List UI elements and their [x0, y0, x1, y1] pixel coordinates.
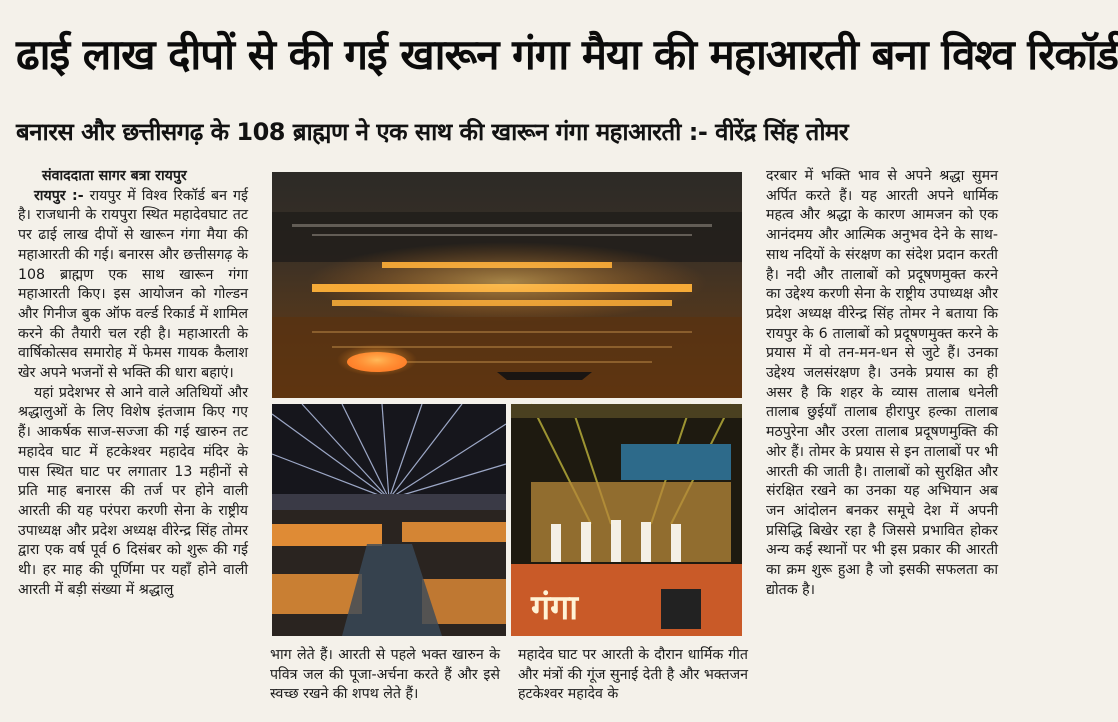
paragraph-2: यहां प्रदेशभर से आने वाले अतिथियों और श्रद्धालुओं के लिए विशेष इंतजाम किए गए हैं। आकर्षक साज-सज्जा की गई खारुन तट महादेव घाट में हटकेश्वर महादेव मंदिर के पास स्थित घाट पर लगातार 13 महीनों से प्रति माह बनारस की तर्ज पर होने वाली आरती की यह परंपरा करणी सेना के राष्ट्रीय उपाध्यक्ष और प्रदेश अध्यक्ष वीरेन्द्र सिंह तोमर द्वारा एक वर्ष पूर्व 6 दिसंबर को शुरू की गई थी। हर माह की पूर्णिमा पर यहाँ होने वाली आरती में बड़ी संख्या में श्रद्धालु — [18, 384, 248, 598]
right-column — [766, 167, 998, 600]
photo-stage-performance — [511, 404, 742, 636]
mid-column-2-text: महादेव घाट पर आरती के दौरान धार्मिक गीत और मंत्रों की गूंज सुनाई देती है और भक्तजन हटकेश्वर महादेव के — [518, 647, 748, 703]
mid-column-1-text: भाग लेते हैं। आरती से पहले भक्त खारुन के पवित्र जल की पूजा-अर्चना करते हैं और इसे स्वच्छ रखने की शपथ लेते हैं। — [270, 647, 500, 703]
mid-column-2 — [518, 646, 748, 705]
subheadline: बनारस और छत्तीसगढ़ के 108 ब्राह्मण ने एक साथ की खारून गंगा महाआरती :- वीरेंद्र सिंह तोमर — [16, 118, 849, 146]
left-column — [18, 167, 248, 600]
photo-diya-lake — [272, 172, 742, 398]
stage-banner-text: गंगा — [531, 588, 579, 628]
byline: संवाददाता सागर बत्रा रायपुर — [42, 168, 187, 184]
paragraph-1 — [18, 187, 248, 384]
dateline: रायपुर :- — [34, 187, 84, 204]
headline: ढाई लाख दीपों से की गई खारून गंगा मैया की महाआरती बना विश्व रिकॉर्ड — [16, 30, 1118, 79]
mid-column-1 — [270, 646, 500, 705]
right-column-text: दरबार में भक्ति भाव से अपने श्रद्धा सुमन अर्पित करते हैं। यह आरती अपने धार्मिक महत्व और श्रद्धा के कारण आमजन को एक आनंदमय और आत्मिक अनुभव देने के साथ-साथ नदियों के संरक्षण का संदेश प्रदान करती है। नदी और तालाबों को प्रदूषणमुक्त करने का उद्देश्य करणी सेना के राष्ट्रीय उपाध्यक्ष और प्रदेश अध्यक्ष वीरेन्द्र सिंह तोमर ने बताया कि रायपुर के 6 तालाबों को प्रदूषणमुक्त करने के प्रयास में वो तन-मन-धन से जुटे हैं। उनका उद्देश्य जलसंरक्षण है। उनके प्रयास का ही असर है कि शहर के व्यास तालाब धनेली तालाब छुईयाँ तालाब हीरापुर हल्का तालाब मठपुरेना और उरला तालाब प्रदूषणमुक्ति की ओर हैं। तोमर के प्रयास से इन तालाबों पर भी आरती की जाती है। तालाबों को सुरक्षित और संरक्षित रखने का उनका यह अभियान अब जन आंदोलन बनकर समूचे देश में अपनी प्रसिद्धि बिखेर रहा है जिससे प्रभावित होकर अन्य कई स्थानों पर भी इस प्रकार की आरती का क्रम शुरू हुआ है जो इसकी सफलता का द्योतक है। — [766, 168, 998, 598]
photo-laser-show — [272, 404, 506, 636]
paragraph-1-text: रायपुर में विश्व रिकॉर्ड बन गई है। राजधानी के रायपुरा स्थित महादेवघाट तट पर ढाई लाख दीपों से खारून गंगा मैया की महाआरती की गई। बनारस और छत्तीसगढ़ के 108 ब्राह्मण एक साथ खारून गंगा महाआरती किए। इस आयोजन को गोल्डन और गिनीज बुक ऑफ वर्ल्ड रिकार्ड में शामिल करने की तैयारी चल रही है। महाआरती के वार्षिकोत्सव समारोह में फेमस गायक कैलाश खेर अपने भजनों से भक्ति की धारा बहाएं। — [18, 187, 248, 382]
